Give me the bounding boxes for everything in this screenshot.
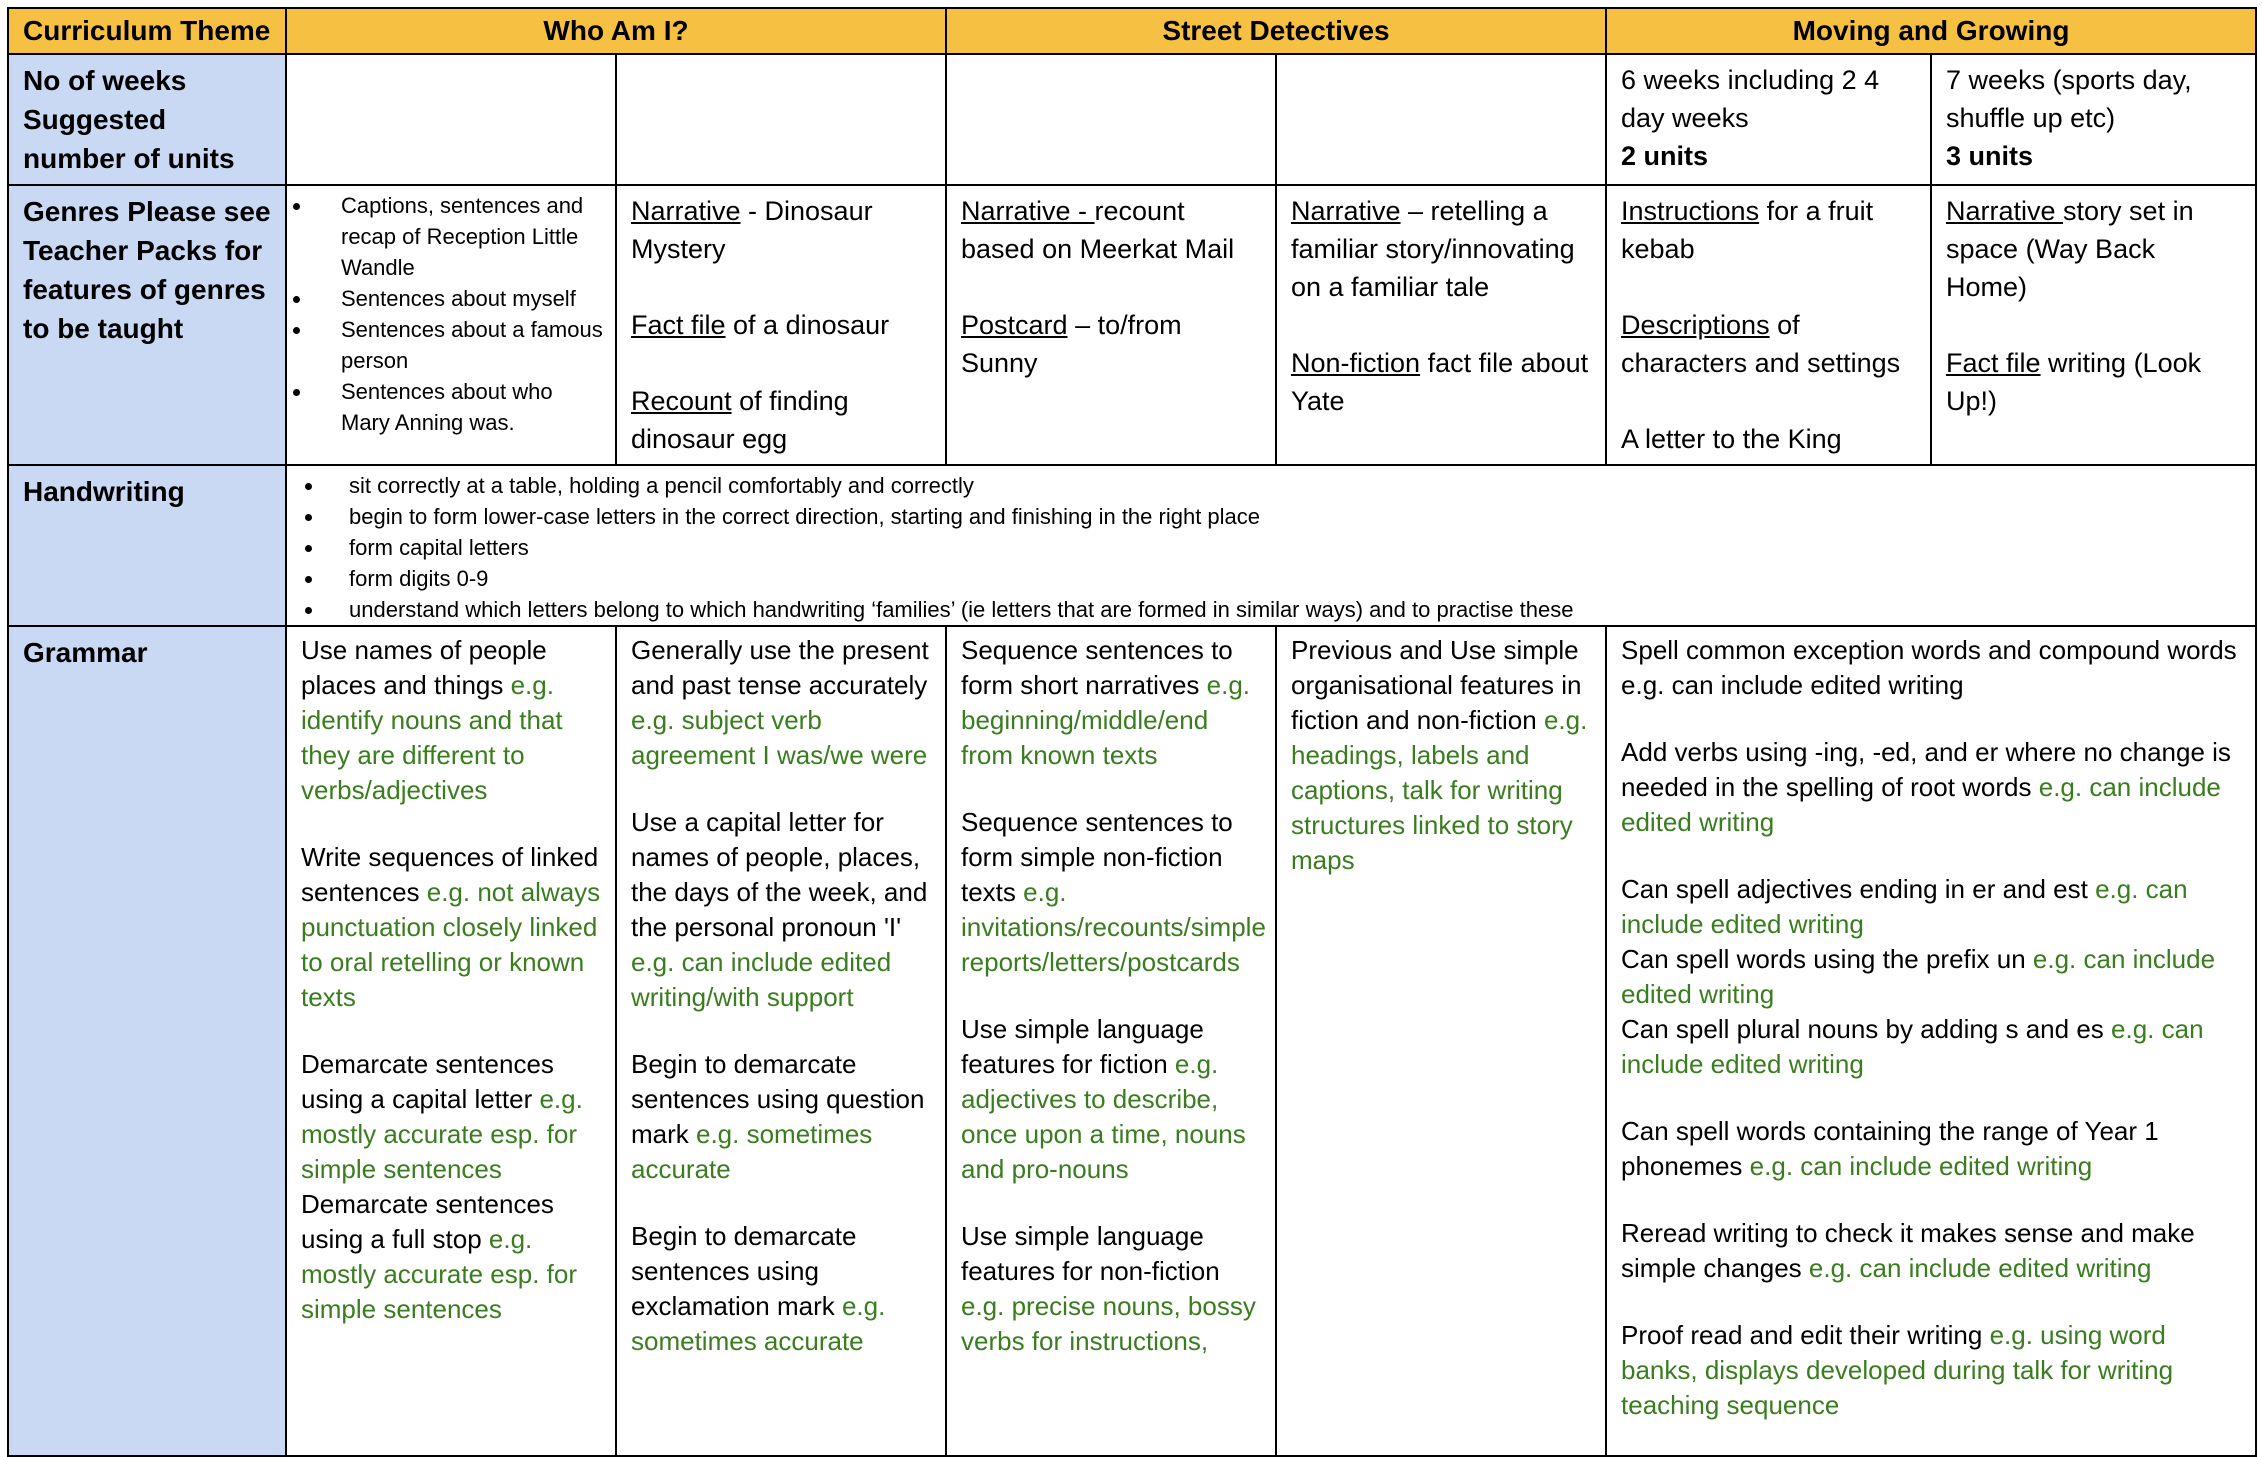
weeks-cell-5 [1606, 54, 1931, 185]
weeks-label: No of weeks Suggested number of units [8, 54, 286, 185]
grammar-cell-2 [616, 626, 946, 1456]
genre-detail: - Dinosaur Mystery [631, 196, 873, 264]
genre-entry [1946, 192, 2241, 306]
objective-example: e.g. not always punctuation closely linked to oral retelling or known texts [301, 877, 601, 1012]
theme-moving-growing-header: Moving and Growing [1606, 8, 2256, 54]
genre-detail: for a fruit kebab [1621, 196, 1874, 264]
objective-text: Proof read and edit their writing [1621, 1320, 1990, 1350]
genre-type: Instructions [1621, 196, 1760, 226]
theme-street-detectives-header: Street Detectives [946, 8, 1606, 54]
objective-text: Use simple language features for non-fiction [961, 1221, 1220, 1286]
genre-type: Postcard [961, 310, 1068, 340]
genre-type: Narrative [1946, 196, 2064, 226]
grammar-objective [1621, 1012, 2241, 1082]
grammar-objective [1621, 942, 2241, 1012]
handwriting-row [8, 465, 2256, 626]
grammar-label: Grammar [8, 626, 286, 1456]
grammar-objective [631, 1219, 931, 1359]
genre-entry [1621, 306, 1916, 382]
genre-entry [631, 382, 931, 458]
genres-cell-1 [286, 185, 616, 465]
objective-text: Can spell plural nouns by adding s and es [1621, 1014, 2112, 1044]
objective-example: e.g. identify nouns and that they are different to verbs/adjectives [301, 670, 563, 805]
grammar-objective [961, 805, 1266, 980]
genre-type: Non-fiction [1291, 348, 1421, 378]
genre-type: Fact file [1946, 348, 2041, 378]
list-item: • Sentences about a famous person [313, 314, 607, 376]
weeks-cell-2 [616, 54, 946, 185]
grammar-cell-1 [286, 626, 616, 1456]
objective-example: e.g. can include edited writing [1621, 1014, 2204, 1079]
genre-detail: of finding dinosaur egg [631, 386, 849, 454]
genre-entry: A letter to the King [1621, 424, 1842, 454]
genres-list [287, 190, 607, 438]
grammar-objective [301, 1047, 601, 1187]
objective-text: Use names of people places and things [301, 635, 547, 700]
weeks-cell-6 [1931, 54, 2256, 185]
objective-example: e.g. adjectives to describe, once upon a time, nouns and pro-nouns [961, 1049, 1246, 1184]
objective-text: Use simple language features for fiction [961, 1014, 1204, 1079]
curriculum-document [7, 7, 2255, 1457]
theme-who-am-i-header: Who Am I? [286, 8, 946, 54]
objective-text: Demarcate sentences using a capital letter [301, 1049, 554, 1114]
objective-text: Can spell words containing the range of Year 1 phonemes [1621, 1116, 2159, 1181]
genre-entry [1291, 192, 1591, 306]
genre-detail: of characters and settings [1621, 310, 1901, 378]
header-row [8, 8, 2256, 54]
genres-label: Genres Please see Teacher Packs for features of genres to be taught [8, 185, 286, 465]
objective-text: Can spell adjectives ending in er and est [1621, 874, 2096, 904]
genres-cell-3 [946, 185, 1276, 465]
grammar-objective [961, 1219, 1261, 1359]
objective-text: Begin to demarcate sentences using question mark [631, 1049, 925, 1149]
objective-text: Begin to demarcate sentences using exclamation mark [631, 1221, 857, 1321]
objective-example: e.g. headings, labels and captions, talk for writing structures linked to story maps [1291, 705, 1588, 875]
grammar-objective [631, 805, 931, 1015]
grammar-objective [1291, 633, 1591, 878]
objective-text: Add verbs using -ing, -ed, and er where no change is needed in the spelling of root words [1621, 737, 2231, 802]
objective-text: Reread writing to check it makes sense and make simple changes [1621, 1218, 2195, 1283]
genres-row [8, 185, 2256, 465]
objective-example: e.g. subject verb agreement I was/we were [631, 705, 928, 770]
objective-example: e.g. mostly accurate esp. for simple sentences [301, 1224, 577, 1324]
genre-type: Narrative - [961, 196, 1095, 226]
handwriting-label: Handwriting [8, 465, 286, 626]
objective-text: Previous and Use simple organisational features in fiction and non-fiction [1291, 635, 1582, 735]
genres-cell-6 [1931, 185, 2256, 465]
genre-entry [631, 306, 931, 344]
objective-text: Write sequences of linked sentences [301, 842, 599, 907]
objective-example: e.g. can include edited writing [1621, 874, 2188, 939]
genre-detail: of a dinosaur [725, 310, 890, 340]
objective-example: e.g. can include edited writing [1621, 772, 2221, 837]
grammar-cell-4 [1276, 626, 1606, 1456]
genre-type: Fact file [631, 310, 726, 340]
genre-type: Descriptions [1621, 310, 1770, 340]
genre-entry [631, 192, 931, 268]
grammar-objective [1621, 1318, 2241, 1423]
objective-text: Sequence sentences to form short narratives [961, 635, 1233, 700]
genres-cell-5 [1606, 185, 1931, 465]
objective-example: e.g. can include edited writing/with support [631, 947, 892, 1012]
list-item: • form capital letters [325, 532, 2241, 563]
grammar-objective [1621, 735, 2241, 840]
weeks-cell-1 [286, 54, 616, 185]
list-item: • begin to form lower-case letters in the correct direction, starting and finishing in the right place [325, 501, 2241, 532]
genre-entry [961, 306, 1261, 382]
grammar-objective [1621, 1114, 2241, 1184]
weeks-text: 6 weeks including 2 4 day weeks [1621, 65, 1880, 133]
genre-entry [961, 192, 1261, 268]
objective-example: e.g. invitations/recounts/simple reports/letters/postcards [961, 877, 1266, 977]
genre-detail: recount based on Meerkat Mail [961, 196, 1235, 264]
objective-example: e.g. precise nouns, bossy verbs for instructions, [961, 1291, 1256, 1356]
handwriting-list [295, 470, 2241, 625]
grammar-objective [301, 1187, 601, 1327]
objective-text: Sequence sentences to form simple non-fiction texts [961, 807, 1233, 907]
genre-type: Recount [631, 386, 732, 416]
genre-entry [1946, 344, 2241, 420]
list-item: • sit correctly at a table, holding a pencil comfortably and correctly [325, 470, 2241, 501]
genres-cell-2 [616, 185, 946, 465]
genre-entry [1621, 192, 1916, 268]
genre-detail: writing (Look Up!) [1946, 348, 2202, 416]
grammar-row [8, 626, 2256, 1456]
grammar-objective [961, 1012, 1261, 1187]
grammar-objective [1621, 872, 2241, 942]
genre-detail: – to/from Sunny [961, 310, 1182, 378]
objective-text: Use a capital letter for names of people, places, the days of the week, and the personal pronoun 'I' [631, 807, 928, 942]
list-item: • Sentences about myself [313, 283, 607, 314]
objective-text: Can spell words using the prefix un [1621, 944, 2033, 974]
grammar-objective [301, 633, 601, 808]
objective-example: e.g. sometimes accurate [631, 1119, 873, 1184]
genre-entry [1291, 344, 1591, 420]
curriculum-table [7, 7, 2257, 1457]
list-item: • Sentences about who Mary Anning was. [313, 376, 607, 438]
genre-detail: fact file about Yate [1291, 348, 1589, 416]
weeks-text: 7 weeks (sports day, shuffle up etc) [1946, 65, 2192, 133]
grammar-objective [1621, 1216, 2241, 1286]
genre-detail: – retelling a familiar story/innovating on a familiar tale [1291, 196, 1575, 302]
objective-example: e.g. sometimes accurate [631, 1291, 886, 1356]
list-item: • form digits 0-9 [325, 563, 2241, 594]
weeks-row [8, 54, 2256, 185]
objective-example: e.g. can include edited writing [1808, 1253, 2152, 1283]
weeks-cell-3 [946, 54, 1276, 185]
units-text: 2 units [1621, 141, 1709, 171]
grammar-objective [961, 633, 1261, 773]
grammar-objective [301, 840, 601, 1015]
genres-cell-4 [1276, 185, 1606, 465]
curriculum-theme-header: Curriculum Theme [8, 8, 286, 54]
grammar-objective [1621, 633, 2241, 703]
objective-example: e.g. beginning/middle/end from known texts [961, 670, 1251, 770]
units-text: 3 units [1946, 141, 2034, 171]
handwriting-cell [286, 465, 2256, 626]
objective-example: e.g. can include edited writing [1621, 944, 2216, 1009]
objective-example: e.g. using word banks, displays developed during talk for writing teaching sequence [1621, 1320, 2174, 1420]
genre-type: Narrative [631, 196, 741, 226]
grammar-cell-3 [946, 626, 1276, 1456]
objective-text: Spell common exception words and compound words e.g. can include edited writing [1621, 635, 2237, 700]
genre-detail: story set in space (Way Back Home) [1946, 196, 2194, 302]
objective-example: e.g. mostly accurate esp. for simple sentences [301, 1084, 583, 1184]
list-item: • Captions, sentences and recap of Reception Little Wandle [313, 190, 607, 283]
genre-type: Narrative [1291, 196, 1401, 226]
objective-example: e.g. can include edited writing [1749, 1151, 2093, 1181]
objective-text: Generally use the present and past tense accurately [631, 635, 929, 700]
grammar-cell-5 [1606, 626, 2256, 1456]
grammar-objective [631, 633, 931, 773]
grammar-objective [631, 1047, 931, 1187]
weeks-cell-4 [1276, 54, 1606, 185]
list-item: • understand which letters belong to which handwriting ‘families’ (ie letters that are formed in similar ways) and to practise these [325, 594, 2241, 625]
objective-text: Demarcate sentences using a full stop [301, 1189, 554, 1254]
